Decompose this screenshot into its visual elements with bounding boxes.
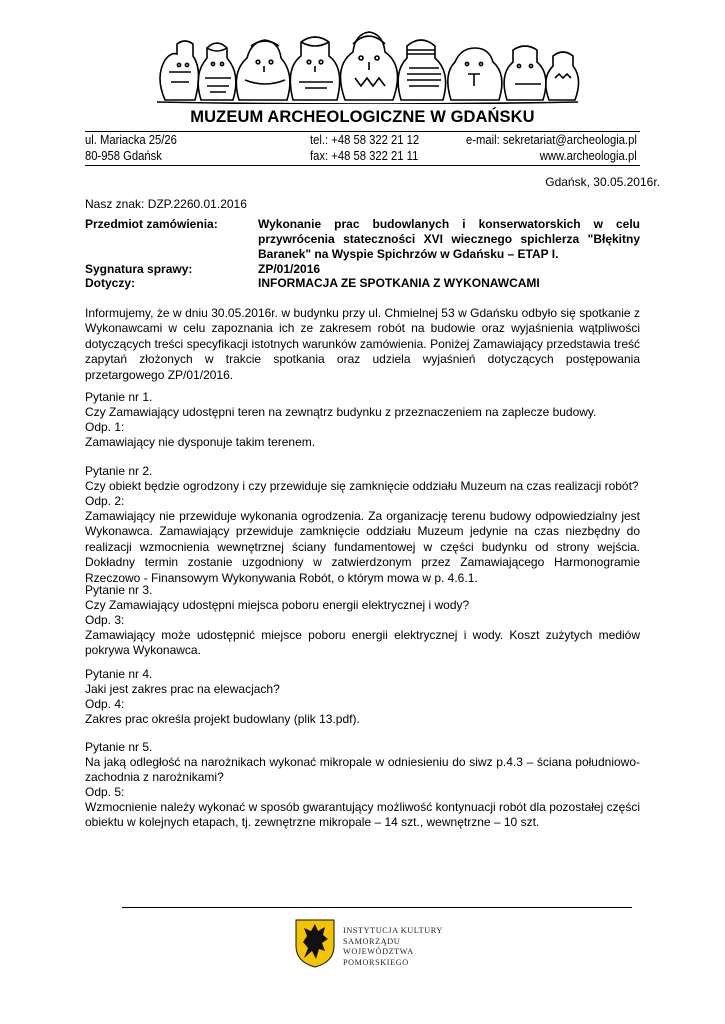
answer-3-text: Zamawiający może udostępnić miejsce poboru energii elektrycznej i wody. Koszt zużytych mediów pokrywa Wykonawca. [85,628,640,658]
header-rule-top [85,131,640,132]
answer-5-label: Odp. 5: [85,785,125,799]
document-date: Gdańsk, 30.05.2016r. [545,175,660,189]
reference-number: Nasz znak: DZP.2260.01.2016 [85,197,247,211]
answer-4-text: Zakres prac określa projekt budowlany (plik 13.pdf). [85,712,360,726]
answer-2-label: Odp. 2: [85,494,125,508]
museum-name-heading: MUZEUM ARCHEOLOGICZNE W GDAŃSKU [190,108,535,126]
website-link[interactable]: www.archeologia.pl [540,149,637,163]
question-4-label: Pytanie nr 4. [85,667,153,681]
answer-1-label: Odp. 1: [85,420,125,434]
answer-4-label: Odp. 4: [85,697,125,711]
question-3-label: Pytanie nr 3. [85,583,153,597]
tel-number: tel.: +48 58 322 21 12 [310,133,420,147]
intro-paragraph: Informujemy, że w dniu 30.05.2016r. w budynku przy ul. Chmielnej 53 w Gdańsku odbyło się spotkanie z Wykonawcami w celu zapoznania ich ze zakresem robót na budowie oraz wyjaśnienia wątpliwości dotyczących treści specyfikacji istotnych warunków zamówienia. Poniżej Zamawiający przedstawia treść zapytań złożonych w trakcie spotkania oraz udziela wyjaśnień dotyczących postępowania przetargowego ZP/01/2016. [85,306,640,382]
question-1-text: Czy Zamawiający udostępni teren na zewnątrz budynku z przeznaczeniem na zaplecze budowy. [85,405,597,419]
header-rule-bottom [85,165,640,166]
question-4-text: Jaki jest zakres prac na elewacjach? [85,682,280,696]
concerns-label: Dotyczy: [85,276,136,290]
question-5-text: Na jaką odległość na narożnikach wykonać mikropale w odniesieniu do siwz p.4.3 – ściana południowo-zachodnia z narożnikami? [85,755,640,785]
question-5-label: Pytanie nr 5. [85,740,153,754]
answer-3-label: Odp. 3: [85,613,125,627]
address-line-1: ul. Mariacka 25/26 [85,133,177,147]
answer-5-text: Wzmocnienie należy wykonać w sposób gwarantujący możliwość kontynuacji robót dla pozostałej części obiektu w kolejnych etapach, tj. zewnętrzne mikropale – 14 szt., wewnętrzne – 10 szt. [85,800,640,830]
subject-label: Przedmiot zamówienia: [85,217,218,231]
question-2-text: Czy obiekt będzie ogrodzony i czy przewiduje się zamknięcie oddziału Muzeum na czas realizacji robót? [85,479,639,493]
footer-rule [122,907,632,908]
question-3-text: Czy Zamawiający udostępni miejsca poboru energii elektrycznej i wody? [85,598,470,612]
answer-2-text: Zamawiający nie przewiduje wykonania ogrodzenia. Za organizację terenu budowy odpowiedzialny jest Wykonawca. Zamawiający przewiduje zamknięcie oddziału Muzeum jedynie na czas niezbędny do realizacji wzmocnienia wewnętrznej ściany fundamentowej w części budynku od strony wejścia. Dokładny termin zostanie uzgodniony w zatwierdzonym przez Zamawiającego Harmonogramie Rzeczowo - Finansowym Wykonywania Robót, o którym mowa w p. 4.6.1. [85,509,640,585]
fax-number: fax: +48 58 322 21 11 [310,149,419,163]
question-2-label: Pytanie nr 2. [85,464,153,478]
case-number-label: Sygnatura sprawy: [85,262,193,276]
email-link[interactable]: e-mail: sekretariat@archeologia.pl [466,133,637,147]
museum-urns-logo [155,22,580,104]
address-line-2: 80-958 Gdańsk [85,149,162,163]
question-1-label: Pytanie nr 1. [85,390,153,404]
institution-caption: INSTYTUCJA KULTURY SAMORZĄDU WOJEWÓDZTWA POMORSKIEGO [343,926,443,967]
pomorskie-griffin-crest-icon [294,918,336,968]
answer-1-text: Zamawiający nie dysponuje takim terenem. [85,435,316,449]
subject-value: Wykonanie prac budowlanych i konserwatorskich w celu przywrócenia stateczności XVI wiecznego spichlerza "Błękitny Baranek" na Wyspie Spichrzów w Gdańsku – ETAP I. [258,217,640,261]
concerns-value: INFORMACJA ZE SPOTKANIA Z WYKONAWCAMI [258,276,540,290]
case-number-value: ZP/01/2016 [258,262,321,276]
